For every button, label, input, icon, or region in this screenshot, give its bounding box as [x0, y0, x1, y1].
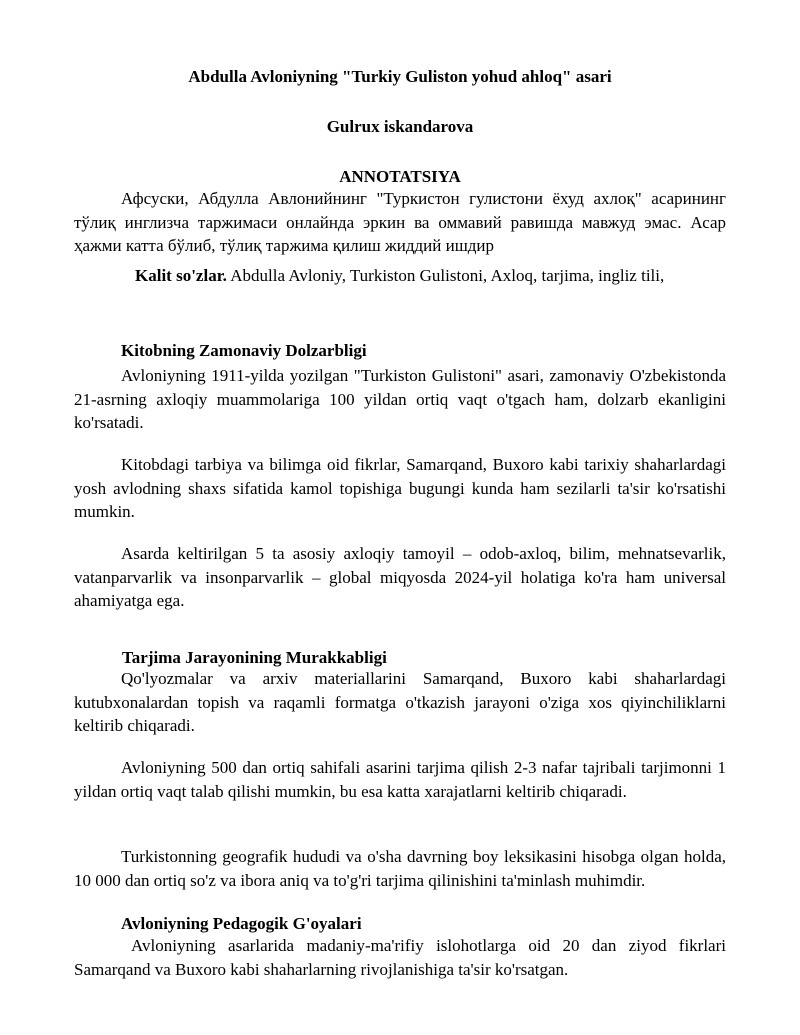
- annotation-heading: ANNOTATSIYA: [339, 167, 461, 186]
- section-heading: Tarjima Jarayonining Murakkabligi: [122, 648, 387, 667]
- section-paragraph: Avloniyning asarlarida madaniy-ma'rifiy islohotlarga oid 20 dan ziyod fikrlari Samarqand va Buxoro kabi shaharlarning rivojlanishiga ta'sir ko'rsatgan.: [74, 936, 726, 979]
- section-paragraph: Turkistonning geografik hududi va o'sha davrning boy leksikasini hisobga olgan holda, 10 000 dan ortiq so'z va ibora aniq va to'g'ri tarjima qilinishini ta'minlash muhimdir.: [74, 847, 726, 890]
- keywords-text: Abdulla Avloniy, Turkiston Gulistoni, Axloq, tarjima, ingliz tili,: [226, 266, 665, 285]
- section-paragraph: Kitobdagi tarbiya va bilimga oid fikrlar, Samarqand, Buxoro kabi tarixiy shaharlardagi yosh avlodning shaxs sifatida kamol topishiga bugungi kunda ham sezilarli ta'sir ko'rsatishi mumkin.: [74, 455, 726, 521]
- section-heading: Avloniyning Pedagogik G'oyalari: [121, 914, 362, 933]
- author-name: Gulrux iskandarova: [326, 117, 474, 136]
- annotation-text: Афсуски, Абдулла Авлонийнинг "Туркистон гулистони ёхуд ахлоқ" асарининг тўлиқ инглизча таржимаси онлайнда эркин ва оммавий равишда мавжуд эмас. Асар ҳажми катта бўлиб, тўлиқ таржима қилиш жиддий ишдир: [74, 189, 726, 255]
- section-heading: Kitobning Zamonaviy Dolzarbligi: [121, 341, 367, 360]
- document-title: Abdulla Avloniyning "Turkiy Guliston yohud ahloq" asari: [188, 67, 612, 86]
- section-paragraph: Avloniyning 500 dan ortiq sahifali asarini tarjima qilish 2-3 nafar tajribali tarjimonni 1 yildan ortiq vaqt talab qilishi mumkin, bu esa katta xarajatlarni keltirib chiqaradi.: [74, 758, 726, 801]
- section-paragraph: Qo'lyozmalar va arxiv materiallarini Samarqand, Buxoro kabi shaharlardagi kutubxonalardan topish va raqamli formatga o'tkazish jarayoni o'ziga xos qiyinchiliklarni keltirib chiqaradi.: [74, 669, 726, 735]
- keywords-label: Kalit so'zlar.: [135, 266, 227, 285]
- section-paragraph: Avloniyning 1911-yilda yozilgan "Turkiston Gulistoni" asari, zamonaviy O'zbekistonda 21-asrning axloqiy muammolariga 100 yildan ortiq vaqt o'tgach ham, dolzarb ekanligini ko'rsatadi.: [74, 366, 726, 432]
- keywords-line: [135, 266, 664, 286]
- section-paragraph: Asarda keltirilgan 5 ta asosiy axloqiy tamoyil – odob-axloq, bilim, mehnatsevarlik, vatanparvarlik va insonparvarlik – global miqyosda 2024-yil holatiga ko'ra ham universal ahamiyatga ega.: [74, 544, 726, 610]
